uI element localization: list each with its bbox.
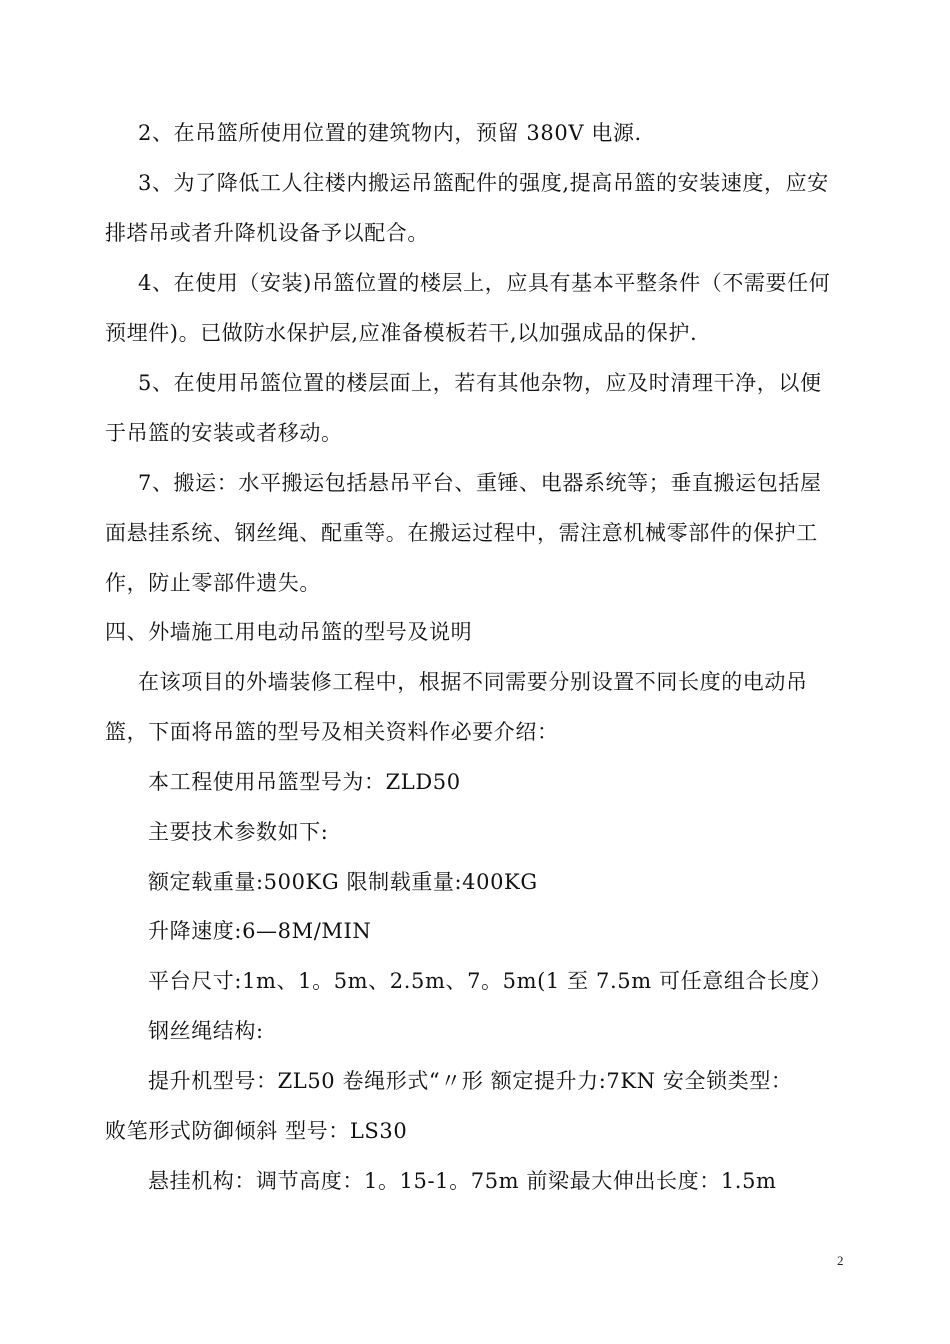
- spec-line: 提升机型号：ZL50 卷绳形式“〃形 额定提升力:7KN 安全锁类型：: [148, 1069, 793, 1093]
- spec-line: 悬挂机构：调节高度：1。15-1。75m 前梁最大伸出长度：1.5m: [148, 1169, 777, 1193]
- text-line: 7、搬运：水平搬运包括悬吊平台、重锤、电器系统等；垂直搬运包括屋: [138, 471, 822, 495]
- text-line: 于吊篮的安装或者移动。: [105, 421, 343, 445]
- text-line: 3、为了降低工人往楼内搬运吊篮配件的强度,提高吊篮的安装速度，应安: [138, 171, 829, 195]
- text-line: 预埋件)。已做防水保护层,应准备模板若干,以加强成品的保护.: [105, 321, 698, 345]
- section-heading: 四、外墙施工用电动吊篮的型号及说明: [105, 620, 473, 644]
- text-line: 排塔吊或者升降机设备予以配合。: [105, 221, 429, 245]
- spec-line: 败笔形式防御倾斜 型号：LS30: [105, 1119, 408, 1143]
- text-line: 篮，下面将吊篮的型号及相关资料作必要介绍：: [105, 720, 559, 744]
- spec-line: 升降速度:6—8M/MIN: [148, 919, 372, 943]
- text-line: 面悬挂系统、钢丝绳、配重等。在搬运过程中，需注意机械零部件的保护工: [105, 521, 818, 545]
- text-line: 2、在吊篮所使用位置的建筑物内，预留 380V 电源.: [138, 121, 642, 145]
- text-line: 4、在使用（安装)吊篮位置的楼层上，应具有基本平整条件（不需要任何: [138, 271, 831, 295]
- spec-line: 钢丝绳结构:: [148, 1019, 264, 1043]
- text-line: 作，防止零部件遗失。: [105, 571, 321, 595]
- spec-line: 额定载重量:500KG 限制载重量:400KG: [148, 870, 538, 894]
- spec-line: 平台尺寸:1m、1。5m、2.5m、7。5m(1 至 7.5m 可任意组合长度）: [148, 969, 832, 993]
- text-line: 在该项目的外墙装修工程中，根据不同需要分别设置不同长度的电动吊: [138, 670, 808, 694]
- spec-line: 主要技术参数如下:: [148, 820, 329, 844]
- page-number: 2: [837, 1253, 844, 1268]
- spec-line: 本工程使用吊篮型号为：ZLD50: [148, 770, 461, 794]
- text-line: 5、在使用吊篮位置的楼层面上，若有其他杂物，应及时清理干净，以便: [138, 371, 822, 395]
